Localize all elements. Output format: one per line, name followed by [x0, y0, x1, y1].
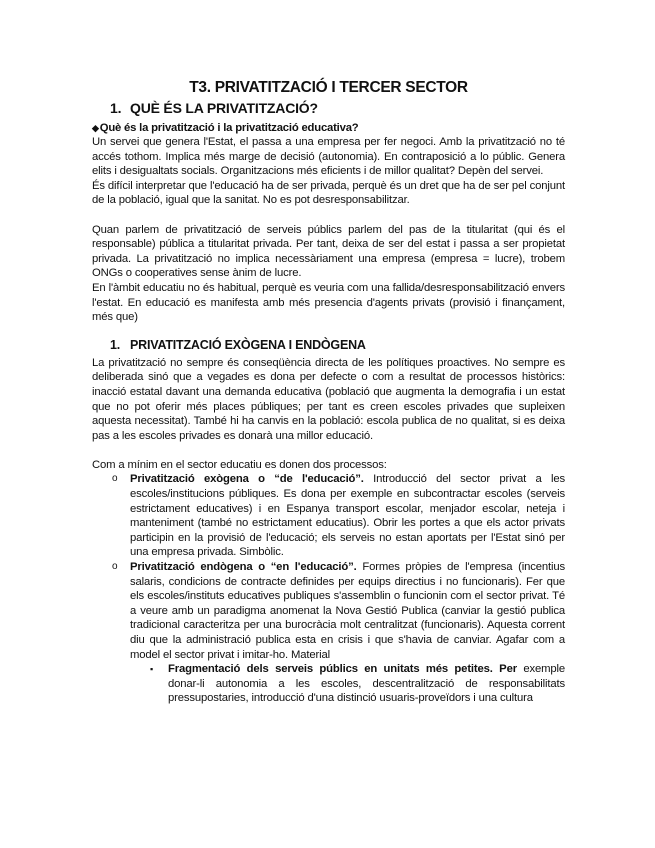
- item-1-text: Introducció del sector privat a les escoles/institucions públiques. Es dona per exemple en subcontractar escoles (serveis estrictament educatives) i en Espanya transport escolar, menjador escolar, neteja i manteniment (també no estrictament educatius). Obrir les portes a que els actor privats participin en la provisió de l'educació; els serveis no estan aportats per l'Estat sinó per una empresa privada. Simbòlic.: [130, 473, 565, 559]
- paragraph-3: Quan parlem de privatització de serveis públics parlem del pas de la titularitat (qui és el responsable) pública a titularitat privada. Per tant, deixa de ser del estat i passa a ser propietat privada. La privatització no implica necessàriament una empresa (empresa = lucre), trobem ONGs o cooperatives sense ànim de lucre.: [92, 223, 565, 280]
- sub-list: [130, 662, 565, 706]
- process-list: [92, 472, 565, 706]
- item-2-title: Privatització endògena o “en l'educació”.: [130, 561, 357, 574]
- section-1-heading-text: QUÈ ÉS LA PRIVATITZACIÓ?: [130, 100, 318, 116]
- paragraph-6: Com a mínim en el sector educatiu es donen dos processos:: [92, 458, 387, 471]
- item-1-title: Privatització exògena o “de l'educació”.: [130, 473, 364, 486]
- sub-item-1-text: exemple donar-li autonomia a les escoles, descentralització de responsabilitats pressupostaries, introducció d'una distinció usuaris-proveïdors i una cultura: [168, 663, 565, 705]
- item-2-text: Formes pròpies de l'empresa (incentius salaris, condicions de contracte definides per equips directius i no funcionaris). Fer que els escoles/instituts educatives publiques s'assemblin o funcionin com el sector privat. Té a veure amb un paradigma anomenat la Nova Gestió Publica (canviar la gestió publica tradicional caracteritza per una burocràcia molt centralitzat (funcionaris). Aquesta corrent diu que la administració publica esta en crisis i que s'havia de canviar. Agafar com a model el sector privat i imitar-ho. Material: [130, 561, 566, 661]
- section-2-heading: [110, 337, 565, 353]
- section-2-number: 1.: [110, 337, 121, 352]
- list-item-endogenous: [112, 560, 566, 706]
- section-1-heading: [110, 99, 565, 117]
- list-item-exogenous: [112, 472, 565, 560]
- sub-list-item-fragmentation: [150, 662, 565, 706]
- paragraph-1: Un servei que genera l'Estat, el passa a una empresa per fer negoci. Amb la privatització no té accés tothom. Implica més marge de decisió (autonomia). En contraposició a lo públic. Genera elits i desigualtats socials. Organitzacions més eficients i de millor qualitat? Depèn del servei.: [92, 136, 565, 178]
- diamond-icon: ◆: [92, 123, 99, 133]
- paragraph-5: La privatització no sempre és conseqüència directa de les polítiques proactives. No sempre es deliberada sinó que a vegades es dona per defecte o com a resultat de processos històrics: inacció estatal davant una demanda educativa (població que augmenta la demografia i un estat que no pot oferir més places públiques; per tant es creen escoles privades que supleixen aquesta necessitat). També hi ha canvis en la població: escola publica de no qualitat, si es deixa pas a les escoles privades es donarà una millor educació.: [92, 356, 565, 442]
- question-line: [92, 121, 565, 135]
- sub-item-1-title: Fragmentació dels serveis públics en unitats més petites. Per: [168, 663, 517, 676]
- question-text: Què és la privatització i la privatització educativa?: [99, 122, 359, 134]
- circle-bullet-icon: o: [112, 561, 118, 573]
- section-2-heading-text: PRIVATITZACIÓ EXÒGENA I ENDÒGENA: [130, 337, 366, 352]
- document-page: [92, 78, 565, 706]
- paragraph-2: És difícil interpretar que l'educació ha de ser privada, perquè és un dret que ha de ser pel conjunt de la població, igual que la sanitat. No es pot desresponsabilitzar.: [92, 179, 565, 207]
- circle-bullet-icon: o: [112, 473, 118, 485]
- square-bullet-icon: ▪: [150, 664, 154, 675]
- document-title: T3. PRIVATITZACIÓ I TERCER SECTOR: [189, 79, 468, 96]
- paragraph-4: En l'àmbit educatiu no és habitual, perquè es veuria com una fallida/desresponsabilització envers l'estat. En educació es manifesta amb més presencia d'agents privats (provisió i finançament, més que): [92, 281, 565, 324]
- section-1-number: 1.: [110, 100, 122, 116]
